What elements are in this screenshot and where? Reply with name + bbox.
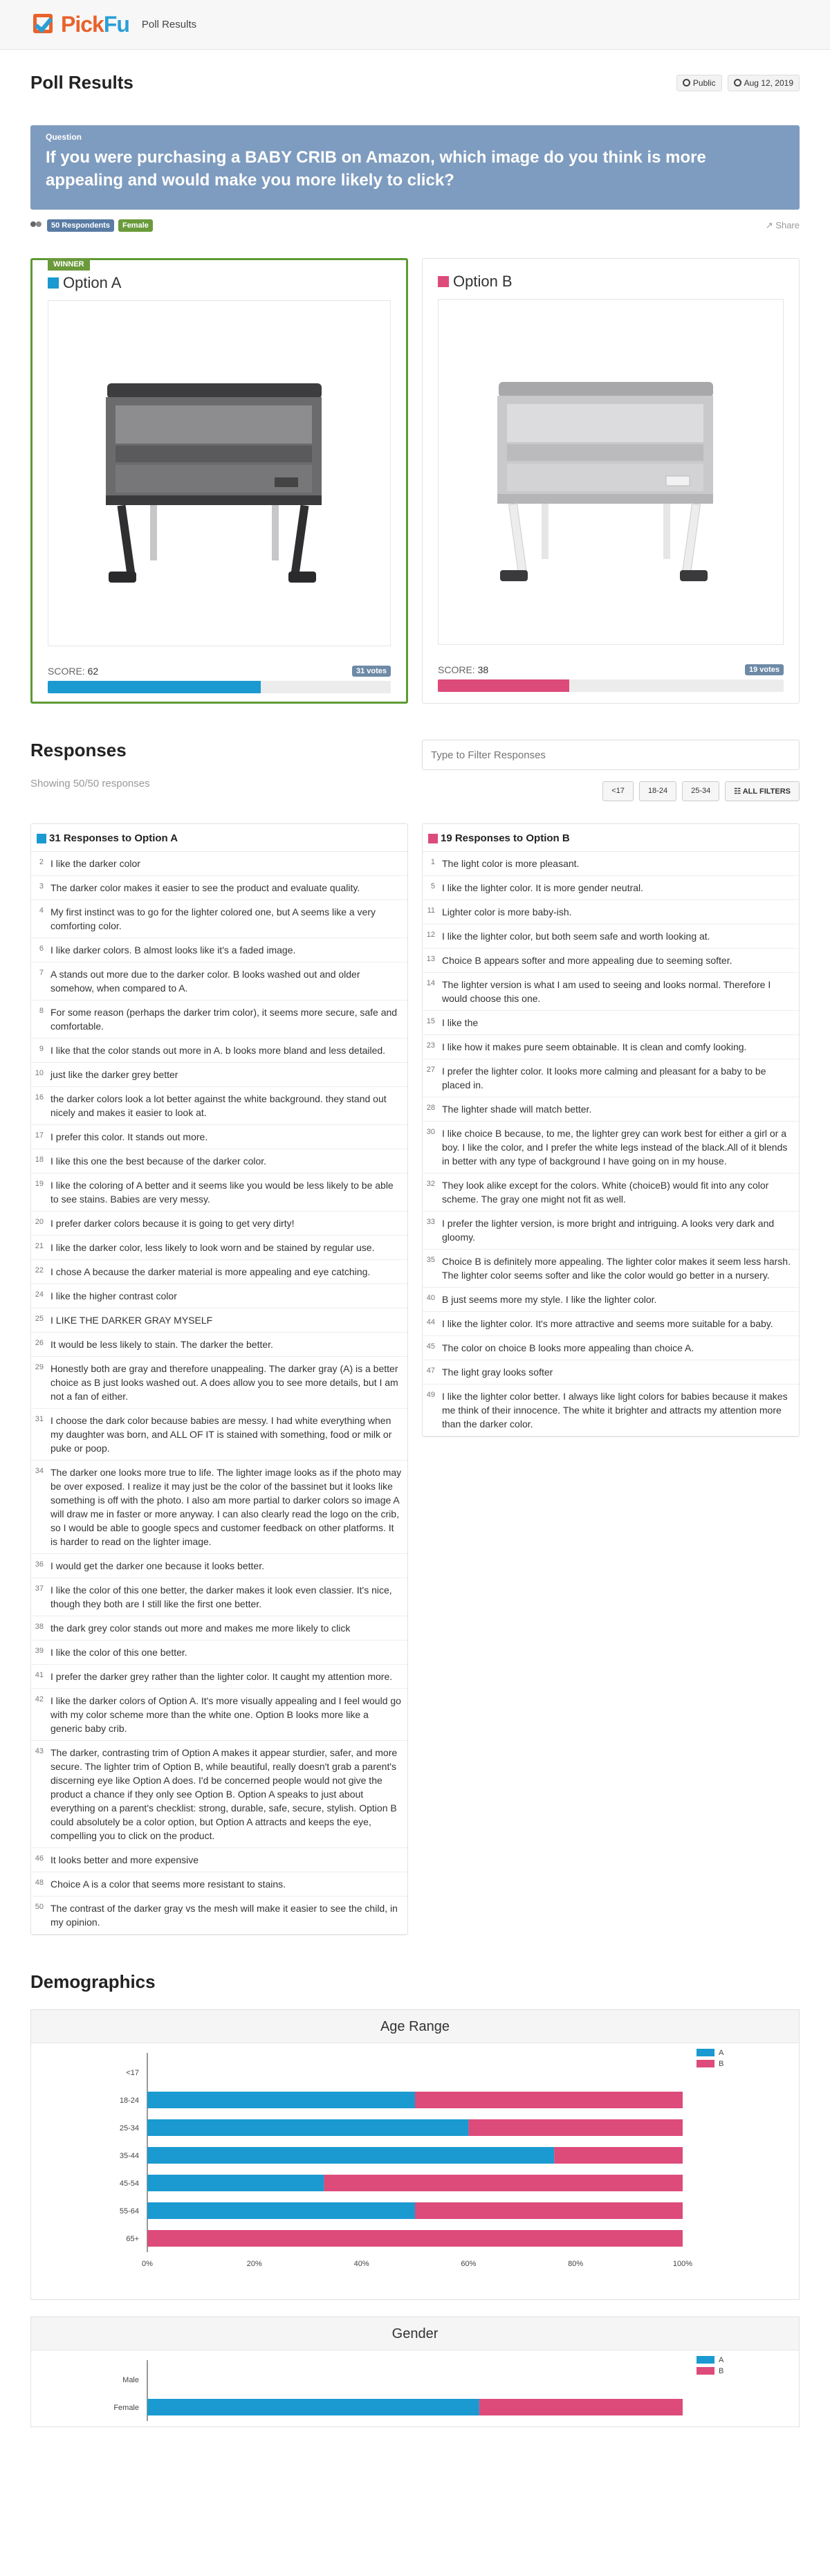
response-text: just like the darker grey better [50, 1069, 178, 1080]
response-number: 3 [39, 882, 44, 890]
response-number: 44 [426, 1318, 435, 1326]
option-b-responses-header [423, 824, 799, 852]
response-item [31, 1001, 407, 1039]
response-number: 36 [35, 1560, 44, 1569]
option-a-votes-badge: 31 votes [352, 666, 391, 677]
response-item [423, 1011, 799, 1035]
response-number: 19 [35, 1180, 44, 1188]
response-number: 21 [35, 1242, 44, 1250]
option-b-name: Option B [453, 273, 513, 290]
option-a-responses-title: 31 Responses to Option A [49, 832, 178, 844]
response-item [31, 1689, 407, 1741]
response-number: 1 [430, 858, 435, 866]
response-item [31, 876, 407, 900]
filter-block [422, 740, 800, 801]
response-number: 32 [426, 1180, 435, 1188]
response-number: 5 [430, 882, 435, 890]
respondents-tag: 50 Respondents [47, 219, 114, 232]
pickfu-logo[interactable] [30, 11, 129, 39]
response-text: I like the coloring of A better and it seems like you would be less likely to be able to see stains. Babies are very messy. [50, 1180, 394, 1205]
response-text: I prefer the lighter color. It looks more calming and pleasant for a baby to be placed in. [442, 1066, 766, 1090]
response-number: 4 [39, 906, 44, 915]
bar-b-45-54 [324, 2175, 683, 2191]
response-text: I like the darker colors of Option A. It's more visually appealing and I feel would go with my color scheme more than the white one. Option B looks more like a generic baby crib. [50, 1695, 401, 1734]
response-item [423, 1312, 799, 1336]
gender-tag: Female [118, 219, 153, 232]
response-item [31, 1872, 407, 1897]
response-text: I like the [442, 1017, 479, 1028]
respondents-row [30, 219, 800, 232]
response-item [31, 1284, 407, 1308]
gender-title: Gender [31, 2317, 799, 2350]
response-item [31, 1236, 407, 1260]
option-b-votes-badge: 19 votes [745, 664, 784, 675]
response-text: My first instinct was to go for the lighter colored one, but A seems like a very comforting color. [50, 906, 376, 931]
response-number: 49 [426, 1391, 435, 1399]
response-text: A stands out more due to the darker color. B looks washed out and older somehow, when compared to A. [50, 969, 360, 994]
response-item [31, 1578, 407, 1616]
response-text: I like how it makes pure seem obtainable. It is clean and comfy looking. [442, 1041, 747, 1052]
people-icon [30, 221, 43, 230]
response-item [31, 962, 407, 1001]
response-text: They look alike except for the colors. White (choiceB) would fit into any color scheme. The gray one might not fit as well. [442, 1180, 769, 1205]
option-b-responses-title: 19 Responses to Option B [441, 832, 570, 844]
response-number: 50 [35, 1903, 44, 1911]
response-number: 46 [35, 1854, 44, 1863]
bar-a-18-24 [147, 2092, 415, 2108]
response-number: 18 [35, 1155, 44, 1164]
bar-b-65+ [147, 2230, 683, 2247]
response-item [31, 1616, 407, 1641]
response-text: I like the lighter color. It is more gender neutral. [442, 882, 644, 893]
response-text: For some reason (perhaps the darker trim color), it seems more secure, safe and comfortable. [50, 1007, 398, 1032]
response-number: 17 [35, 1131, 44, 1140]
response-item [423, 852, 799, 876]
response-text: I like the lighter color. It's more attractive and seems more suitable for a baby. [442, 1318, 773, 1329]
response-text: B just seems more my style. I like the lighter color. [442, 1294, 657, 1305]
response-text: Honestly both are gray and therefore unappealing. The darker gray (A) is a better choice as B just looks washed out. A does allow you to see more details, but I am not a fan of either. [50, 1363, 398, 1402]
clock-icon [734, 79, 741, 86]
response-text: I like the darker color, less likely to look worn and be stained by regular use. [50, 1242, 375, 1253]
response-item [423, 900, 799, 924]
response-text: I like choice B because, to me, the lighter grey can work best for either a girl or a boy. I like the color, and I prefer the white legs instead of the black.All of it blends in better with any type of background I have going on in my house. [442, 1128, 788, 1167]
response-number: 48 [35, 1879, 44, 1887]
title-row [30, 72, 800, 93]
option-b-score-bar [438, 679, 784, 692]
option-b-score [438, 664, 488, 675]
response-number: 39 [35, 1647, 44, 1655]
response-number: 2 [39, 858, 44, 866]
x-tick-label: 40% [353, 2260, 369, 2268]
response-text: I like the color of this one better. [50, 1647, 187, 1658]
question-box [30, 125, 800, 210]
response-number: 27 [426, 1066, 435, 1074]
option-b-score-fill [438, 679, 569, 692]
x-tick-label: 0% [142, 2260, 153, 2268]
response-text: Choice B is definitely more appealing. The lighter color makes it seem less harsh. The lighter color seems softer and like the color would go better in a nursery. [442, 1256, 791, 1281]
response-text: It looks better and more expensive [50, 1854, 199, 1865]
response-item [423, 949, 799, 973]
response-number: 30 [426, 1128, 435, 1136]
crib-light-image [459, 347, 763, 596]
x-tick-label: 80% [568, 2260, 584, 2268]
bar-a-35-44 [147, 2147, 554, 2164]
x-tick-label: 20% [246, 2260, 262, 2268]
response-number: 15 [426, 1017, 435, 1025]
response-item [423, 876, 799, 900]
category-label: Female [113, 2404, 139, 2412]
response-number: 34 [35, 1467, 44, 1475]
option-a-score-fill [48, 681, 261, 693]
date-badge [728, 75, 800, 91]
all-filters-button[interactable] [725, 781, 800, 801]
option-b-title [438, 273, 784, 291]
option-a-title [48, 274, 391, 292]
all-filters-label: ALL FILTERS [742, 787, 791, 796]
response-item [31, 1039, 407, 1063]
bar-b-Female [479, 2399, 683, 2415]
filter-age-25-34[interactable]: 25-34 [682, 781, 719, 801]
category-label: 65+ [126, 2235, 139, 2243]
option-a-image[interactable] [48, 300, 391, 646]
response-item [31, 1897, 407, 1935]
response-text: I LIKE THE DARKER GRAY MYSELF [50, 1315, 213, 1326]
option-a-card[interactable] [30, 258, 408, 704]
response-text: I prefer this color. It stands out more. [50, 1131, 208, 1142]
age-range-chart [31, 2043, 799, 2299]
question-label: Question [46, 132, 82, 142]
response-text: I choose the dark color because babies are messy. I had white everything when my daughter was born, and ALL OF IT is stained with something, food or milk or puke or poop. [50, 1415, 392, 1454]
response-text: The light color is more pleasant. [442, 858, 580, 869]
option-b-responses [422, 823, 800, 1437]
response-number: 16 [35, 1093, 44, 1102]
option-a-name: Option A [63, 274, 122, 291]
option-a-score-row [48, 666, 391, 677]
response-item [423, 1360, 799, 1385]
response-text: I like the lighter color, but both seem safe and worth looking at. [442, 931, 710, 942]
option-b-color-swatch [438, 276, 449, 287]
age-range-title: Age Range [31, 2010, 799, 2043]
response-number: 42 [35, 1695, 44, 1703]
option-b-score-row [438, 664, 784, 675]
option-a-score [48, 666, 98, 677]
response-text: the dark grey color stands out more and makes me more likely to click [50, 1623, 351, 1634]
legend-swatch-A [697, 2049, 714, 2056]
response-number: 11 [427, 906, 435, 915]
response-number: 23 [426, 1041, 435, 1050]
responses-columns [30, 823, 800, 1935]
bar-b-35-44 [554, 2147, 683, 2164]
filter-icon: ☷ [734, 787, 743, 796]
bar-a-55-64 [147, 2202, 415, 2219]
response-item [31, 1173, 407, 1212]
legend-swatch-B [697, 2367, 714, 2375]
option-b-score-value: 38 [477, 664, 489, 675]
main-container [30, 72, 800, 2427]
filter-responses-input[interactable] [422, 740, 800, 770]
response-text: I like the darker color [50, 858, 140, 869]
response-number: 31 [35, 1415, 44, 1423]
category-label: 35-44 [119, 2152, 139, 2160]
response-number: 38 [35, 1623, 44, 1631]
option-b-header-swatch [428, 834, 438, 843]
response-item [31, 852, 407, 876]
option-a-color-swatch [48, 277, 59, 289]
option-a-score-label: SCORE: [48, 666, 85, 677]
response-text: It would be less likely to stain. The darker the better. [50, 1339, 273, 1350]
response-number: 13 [426, 955, 435, 963]
crib-dark-image [67, 349, 371, 598]
response-item [423, 1173, 799, 1212]
response-number: 45 [426, 1342, 435, 1351]
option-b-response-list [423, 852, 799, 1436]
response-text: The color on choice B looks more appealing than choice A. [442, 1342, 694, 1353]
age-range-card [30, 2009, 800, 2300]
response-item [31, 1461, 407, 1554]
response-number: 22 [35, 1266, 44, 1275]
response-item [31, 1554, 407, 1578]
bar-b-25-34 [468, 2119, 683, 2136]
response-text: The light gray looks softer [442, 1367, 553, 1378]
legend-swatch-B [697, 2060, 714, 2067]
response-text: I like that the color stands out more in A. b looks more bland and less detailed. [50, 1045, 386, 1056]
response-item [423, 1336, 799, 1360]
option-a-header-swatch [37, 834, 46, 843]
response-text: The lighter shade will match better. [442, 1104, 592, 1115]
bar-b-55-64 [415, 2202, 683, 2219]
filter-buttons [422, 781, 800, 801]
response-item [423, 1097, 799, 1122]
nav-title: Poll Results [141, 19, 197, 30]
poll-meta [676, 75, 800, 91]
response-item [31, 1409, 407, 1461]
response-text: I chose A because the darker material is more appealing and eye catching. [50, 1266, 371, 1277]
response-item [31, 1087, 407, 1125]
share-link[interactable] [766, 220, 800, 231]
response-number: 10 [35, 1069, 44, 1077]
responses-count: Showing 50/50 responses [30, 778, 150, 789]
response-number: 40 [426, 1294, 435, 1302]
option-b-card[interactable] [422, 258, 800, 704]
response-item [31, 1125, 407, 1149]
category-label: 18-24 [119, 2097, 139, 2105]
response-item [31, 1741, 407, 1848]
response-item [31, 1665, 407, 1689]
legend-label-A: A [719, 2049, 724, 2057]
response-item [31, 1063, 407, 1087]
response-text: I like this one the best because of the darker color. [50, 1155, 267, 1167]
demographics-title: Demographics [30, 1971, 156, 1992]
response-item [31, 1149, 407, 1173]
response-item [423, 1250, 799, 1288]
response-text: I prefer the lighter version, is more bright and intriguing. A looks very dark and gloomy. [442, 1218, 775, 1243]
response-text: I like the color of this one better, the darker makes it look even classier. It's nice, though they both are I still like the first one better. [50, 1584, 392, 1609]
responses-title-block [30, 740, 150, 801]
response-item [31, 1641, 407, 1665]
option-a-responses [30, 823, 408, 1935]
share-icon: ↗ [765, 220, 773, 230]
response-text: I would get the darker one because it looks better. [50, 1560, 264, 1571]
response-text: Lighter color is more baby-ish. [442, 906, 572, 917]
x-tick-label: 100% [672, 2260, 693, 2268]
response-number: 33 [426, 1218, 435, 1226]
response-text: Choice B appears softer and more appealing due to seeming softer. [442, 955, 732, 966]
bar-a-25-34 [147, 2119, 468, 2136]
response-number: 9 [39, 1045, 44, 1053]
response-text: I like darker colors. B almost looks like it's a faded image. [50, 944, 296, 956]
filter-age-18-24[interactable]: 18-24 [639, 781, 676, 801]
response-item [423, 1122, 799, 1173]
response-number: 41 [35, 1671, 44, 1679]
category-label: 25-34 [119, 2124, 139, 2132]
response-text: the darker colors look a lot better against the white background. they stand out nicely and makes it easier to look at. [50, 1093, 387, 1118]
respondent-tags [30, 219, 153, 232]
response-item [423, 1035, 799, 1059]
gender-card [30, 2317, 800, 2427]
option-a-response-list [31, 852, 407, 1935]
response-item [31, 1848, 407, 1872]
legend-label-B: B [719, 2060, 724, 2068]
response-item [423, 1059, 799, 1097]
response-text: I like the lighter color better. I always like light colors for babies because it makes me think of their innocence. The white it brighter and attracts my attention more than the darker color. [442, 1391, 788, 1429]
response-item [423, 1385, 799, 1436]
response-number: 24 [35, 1290, 44, 1299]
response-number: 12 [426, 931, 435, 939]
option-a-score-value: 62 [87, 666, 99, 677]
visibility-text: Public [692, 77, 716, 88]
bar-a-Female [147, 2399, 479, 2415]
option-b-score-label: SCORE: [438, 664, 475, 675]
x-tick-label: 60% [461, 2260, 477, 2268]
bar-b-18-24 [415, 2092, 683, 2108]
question-text: If you were purchasing a BABY CRIB on Amazon, which image do you think is more appealing and would make you more likely to click? [46, 148, 706, 190]
response-item [31, 1357, 407, 1409]
response-number: 37 [35, 1584, 44, 1593]
response-text: I prefer the darker grey rather than the lighter color. It caught my attention more. [50, 1671, 393, 1682]
filter-age-under-17[interactable]: <17 [602, 781, 634, 801]
response-number: 43 [35, 1747, 44, 1755]
eye-icon [683, 79, 690, 86]
legend-swatch-A [697, 2356, 714, 2364]
response-text: Choice A is a color that seems more resistant to stains. [50, 1879, 286, 1890]
response-text: I prefer darker colors because it is going to get very dirty! [50, 1218, 295, 1229]
response-number: 7 [39, 969, 44, 977]
logo-text: PickFu [61, 12, 129, 37]
response-item [31, 1212, 407, 1236]
response-text: The darker color makes it easier to see the product and evaluate quality. [50, 882, 360, 893]
response-number: 35 [426, 1256, 435, 1264]
response-number: 6 [39, 944, 44, 953]
option-b-image[interactable] [438, 299, 784, 645]
response-item [423, 1212, 799, 1250]
date-text: Aug 12, 2019 [744, 77, 793, 88]
category-label: 55-64 [119, 2207, 139, 2216]
winner-badge: WINNER [48, 258, 90, 271]
response-text: The darker, contrasting trim of Option A makes it appear sturdier, safer, and more secure. The lighter trim of Option B, while beautiful, really doesn't grab a parent's discerning eye like Option A does. I'd be concerned people would not give the product a chance if they only see Option B. Option A speaks to just about everything on a parent's checklist: strong, durable, safe, secure, stylish. Option B could absolutely be a color option, but Option A attracts and keeps the eye, compelling you to click on the product. [50, 1747, 398, 1841]
response-number: 29 [35, 1363, 44, 1371]
responses-header [30, 740, 800, 801]
response-text: The lighter version is what I am used to seeing and looks normal. Therefore I would choose this one. [442, 979, 771, 1004]
option-a-score-bar [48, 681, 391, 693]
response-number: 47 [426, 1367, 435, 1375]
response-item [31, 938, 407, 962]
response-item [31, 900, 407, 938]
top-navbar [0, 0, 830, 50]
response-item [423, 973, 799, 1011]
response-text: The contrast of the darker gray vs the mesh will make it easier to see the child, in my opinion. [50, 1903, 398, 1928]
response-number: 8 [39, 1007, 44, 1015]
share-text: Share [775, 220, 800, 230]
response-number: 25 [35, 1315, 44, 1323]
response-number: 26 [35, 1339, 44, 1347]
category-label: 45-54 [119, 2180, 139, 2188]
response-number: 28 [426, 1104, 435, 1112]
response-item [31, 1260, 407, 1284]
response-item [423, 924, 799, 949]
legend-label-B: B [719, 2367, 724, 2375]
bar-a-45-54 [147, 2175, 324, 2191]
page-title: Poll Results [30, 72, 133, 93]
response-item [423, 1288, 799, 1312]
visibility-badge [676, 75, 722, 91]
legend-label-A: A [719, 2356, 724, 2364]
response-number: 20 [35, 1218, 44, 1226]
option-a-responses-header [31, 824, 407, 852]
category-label: <17 [126, 2069, 139, 2077]
responses-title: Responses [30, 740, 127, 760]
response-number: 14 [426, 979, 435, 987]
gender-chart [31, 2350, 799, 2427]
response-text: The darker one looks more true to life. The lighter image looks as if the photo may be over exposed. I realize it may just be the color of the bassinet but it looks like something is off with the photo. I also am more partial to darker colors so image A will draw me in faster or more anyway. I can also clearly read the logo on the crib, so I would be able to google specs and customer feedback on other platforms. It is harder to read on the lighter image. [50, 1467, 402, 1547]
response-item [31, 1308, 407, 1333]
response-text: I like the higher contrast color [50, 1290, 177, 1301]
category-label: Male [122, 2376, 139, 2384]
logo-checkbox-icon [30, 11, 58, 39]
response-item [31, 1333, 407, 1357]
options-row [30, 258, 800, 704]
